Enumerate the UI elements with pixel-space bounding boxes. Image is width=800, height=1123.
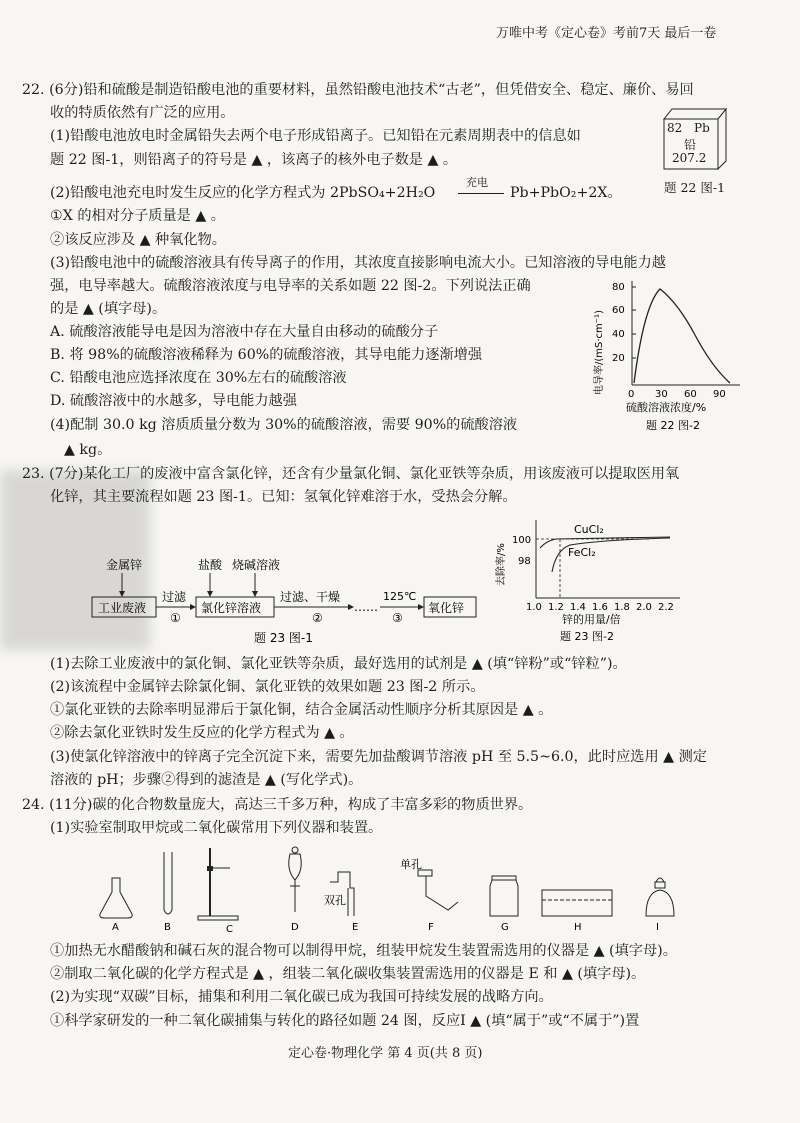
apparatus-label-i: I xyxy=(656,922,659,933)
q22-p3-line2: 强，电导率越大。硫酸溶液浓度与电导率的关系如题 22 图-2。下列说法正确 xyxy=(50,278,531,294)
q22-p2-text: (2)铅酸电池充电时发生反应的化学方程式为 2PbSO₄+2H₂O xyxy=(50,185,436,201)
apparatus-a-conical-flask xyxy=(100,878,132,918)
ytick-20: 20 xyxy=(612,353,625,364)
q22-p1-line1: (1)铅酸电池放电时金属铅失去两个电子形成铅离子。已知铅在元素周期表中的信息如 xyxy=(50,128,581,144)
q22-p1-line2: 题 22 图-1，则铅离子的符号是 ▲ ，该离子的核外电子数是 ▲ 。 xyxy=(50,152,458,168)
q23-p3-line1: (3)使氯化锌溶液中的锌离子完全沉淀下来，需要先加盐酸调节溶液 pH 至 5.5~6.0，此时应选用 ▲ 测定 xyxy=(50,749,707,765)
q22-option-c: C. 铅酸电池应选择浓度在 30%左右的硫酸溶液 xyxy=(50,370,347,386)
xtick-90: 90 xyxy=(713,389,726,400)
q22-p4-line2: ▲ kg。 xyxy=(64,442,112,458)
removal-rate-chart xyxy=(490,512,710,647)
fig22-1-caption: 题 22 图-1 xyxy=(664,180,726,195)
xtick-1.8: 1.8 xyxy=(614,602,630,613)
conductivity-chart xyxy=(580,275,750,435)
stopper-single-label: 单孔 xyxy=(400,858,422,871)
flow-step2-num: ② xyxy=(312,611,323,625)
apparatus-label-d: D xyxy=(291,922,299,933)
flow-input-naoh: 烧碱溶液 xyxy=(232,558,281,572)
q23-intro-line2: 化锌，其主要流程如题 23 图-1。已知：氢氧化锌难溶于水，受热会分解。 xyxy=(50,489,517,505)
xtick-60: 60 xyxy=(684,389,697,400)
q22-option-a: A. 硫酸溶液能导电是因为溶液中存在大量自由移动的硫酸分子 xyxy=(50,324,439,340)
flow-input-zinc: 金属锌 xyxy=(106,558,143,572)
q23-p3-line2: 溶液的 pH；步骤②得到的滤渣是 ▲ (写化学式)。 xyxy=(50,772,363,788)
apparatus-h-water-trough xyxy=(542,890,612,916)
flow-step3-label: 125℃ xyxy=(383,590,417,603)
xtick-0: 0 xyxy=(628,389,635,400)
apparatus-label-g: G xyxy=(501,922,509,933)
apparatus-label-c: C xyxy=(226,924,233,935)
q22-p2-ii: ②该反应涉及 ▲ 种氧化物。 xyxy=(50,232,226,248)
q22-option-b: B. 将 98%的硫酸溶液稀释为 60%的硫酸溶液，其导电能力逐渐增强 xyxy=(50,347,483,363)
q23-p2-ii: ②除去氯化亚铁时发生反应的化学方程式为 ▲ 。 xyxy=(50,725,354,741)
apparatus-d-separatory-funnel xyxy=(289,847,301,912)
xtick-2.2: 2.2 xyxy=(658,602,674,613)
element-card xyxy=(660,105,730,170)
flow-box-zno-label: 氧化锌 xyxy=(428,601,465,615)
xtick-2.0: 2.0 xyxy=(636,602,652,613)
q22-intro-line2: 收的特质依然有广泛的应用。 xyxy=(50,105,235,121)
flow-step3-num: ③ xyxy=(392,611,403,625)
q24-p2-i: ①科学家研发的一种二氧化碳捕集与转化的路径如题 24 图，反应Ⅰ ▲ (填“属于”或“不属于”)置 xyxy=(50,1013,640,1029)
page-header: 万唯中考《定心卷》考前7天 最后一卷 xyxy=(496,26,717,41)
conductivity-curve xyxy=(634,289,730,383)
q24-p1-ii: ②制取二氧化碳的化学方程式是 ▲ ，组装二氧化碳收集装置需选用的仪器是 E 和 ▲ (填字母)。 xyxy=(50,966,646,982)
apparatus-label-a: A xyxy=(112,922,119,933)
q24-p2: (2)为实现“双碳”目标，捕集和利用二氧化碳已成为我国可持续发展的战略方向。 xyxy=(50,989,553,1005)
element-mass: 207.2 xyxy=(672,151,707,165)
chart-ylabel: 电导率/(mS·cm⁻¹) xyxy=(594,310,605,395)
apparatus-b-test-tube xyxy=(164,852,172,914)
apparatus-label-f: F xyxy=(428,922,434,933)
flow-input-hcl: 盐酸 xyxy=(198,558,223,572)
element-symbol: Pb xyxy=(694,121,710,135)
process-flow-diagram xyxy=(90,555,500,655)
legend-fecl2: FeCl₂ xyxy=(568,546,596,559)
flow-ellipsis: …… xyxy=(354,600,378,614)
xtick-1.0: 1.0 xyxy=(526,602,542,613)
q22-p2-i: ①X 的相对分子质量是 ▲ 。 xyxy=(50,208,225,224)
xtick-1.4: 1.4 xyxy=(570,602,586,613)
flow-step2-label: 过滤、干燥 xyxy=(280,590,341,604)
apparatus-label-e: E xyxy=(352,922,359,933)
fig23-2-caption: 题 23 图-2 xyxy=(560,630,614,643)
element-name: 铅 xyxy=(684,138,697,152)
ytick-80: 80 xyxy=(612,282,625,293)
q22-p3-line1: (3)铅酸电池中的硫酸溶液具有传导离子的作用，其浓度直接影响电流大小。已知溶液的导电能力越 xyxy=(50,255,666,271)
q23-p1: (1)去除工业废液中的氯化铜、氯化亚铁等杂质，最好选用的试剂是 ▲ (填“锌粉”或“锌粒”)。 xyxy=(50,656,627,672)
q22-p2-products: Pb+PbO₂+2X。 xyxy=(510,185,622,201)
chart2-xlabel: 锌的用量/倍 xyxy=(562,613,621,626)
ytick-40: 40 xyxy=(612,329,625,340)
ytick-98: 98 xyxy=(518,556,531,567)
equation-condition: 充电 xyxy=(466,176,488,189)
q22-p4-line1: (4)配制 30.0 kg 溶质质量分数为 30%的硫酸溶液，需要 90%的硫酸溶液 xyxy=(50,417,518,433)
fig22-2-caption: 题 22 图-2 xyxy=(646,419,700,432)
chart-xlabel: 硫酸溶液浓度/% xyxy=(626,401,707,414)
apparatus-g-gas-jar xyxy=(490,876,518,916)
xtick-1.6: 1.6 xyxy=(592,602,608,613)
apparatus-c-iron-stand xyxy=(198,848,238,920)
apparatus-f-single-hole-stopper xyxy=(418,870,458,910)
page-footer: 定心卷·物理化学 第 4 页(共 8 页) xyxy=(288,1046,483,1061)
q23-intro-line1: 23. (7分)某化工厂的废液中富含氯化锌，还含有少量氯化铜、氯化亚铁等杂质，用该废液可以提取医用氧 xyxy=(22,466,680,482)
q22-p3-line3: 的是 ▲ (填字母)。 xyxy=(50,301,167,317)
xtick-30: 30 xyxy=(655,389,668,400)
fig23-1-caption: 题 23 图-1 xyxy=(254,631,313,645)
element-number: 82 xyxy=(667,121,683,135)
q22-intro-line1: 22. (6分)铅和硫酸是制造铅酸电池的重要材料，虽然铅酸电池技术“古老”，但凭借安全、稳定、廉价、易回 xyxy=(22,82,694,98)
chart2-ylabel: 去除率/% xyxy=(496,543,507,586)
equation-arrow xyxy=(458,193,504,194)
q22-option-d: D. 硫酸溶液中的水越多，导电能力越强 xyxy=(50,393,297,409)
flow-box-waste-label: 工业废液 xyxy=(98,601,147,615)
flow-step1-label: 过滤 xyxy=(162,590,187,604)
legend-cucl2: CuCl₂ xyxy=(574,523,604,536)
flow-step1-num: ① xyxy=(170,611,181,625)
xtick-1.2: 1.2 xyxy=(548,602,564,613)
ytick-60: 60 xyxy=(612,305,625,316)
flow-box-zncl2-label: 氯化锌溶液 xyxy=(201,601,262,615)
lab-apparatus-row xyxy=(90,840,710,935)
q24-p1: (1)实验室制取甲烷或二氧化碳常用下列仪器和装置。 xyxy=(50,820,383,836)
q23-p2-i: ①氯化亚铁的去除率明显滞后于氯化铜，结合金属活动性顺序分析其原因是 ▲ 。 xyxy=(50,702,553,718)
q23-p2: (2)该流程中金属锌去除氯化铜、氯化亚铁的效果如题 23 图-2 所示。 xyxy=(50,679,485,695)
apparatus-label-h: H xyxy=(574,922,582,933)
ytick-100: 100 xyxy=(512,535,532,546)
q24-intro: 24. (11分)碳的化合物数量庞大，高达三千多万种，构成了丰富多彩的物质世界。 xyxy=(22,797,533,813)
stopper-double-label: 双孔 xyxy=(324,894,346,907)
apparatus-i-alcohol-lamp xyxy=(646,878,674,916)
apparatus-label-b: B xyxy=(164,922,171,933)
q24-p1-i: ①加热无水醋酸钠和碱石灰的混合物可以制得甲烷，组装甲烷发生装置需选用的仪器是 ▲ (填字母)。 xyxy=(50,943,677,959)
